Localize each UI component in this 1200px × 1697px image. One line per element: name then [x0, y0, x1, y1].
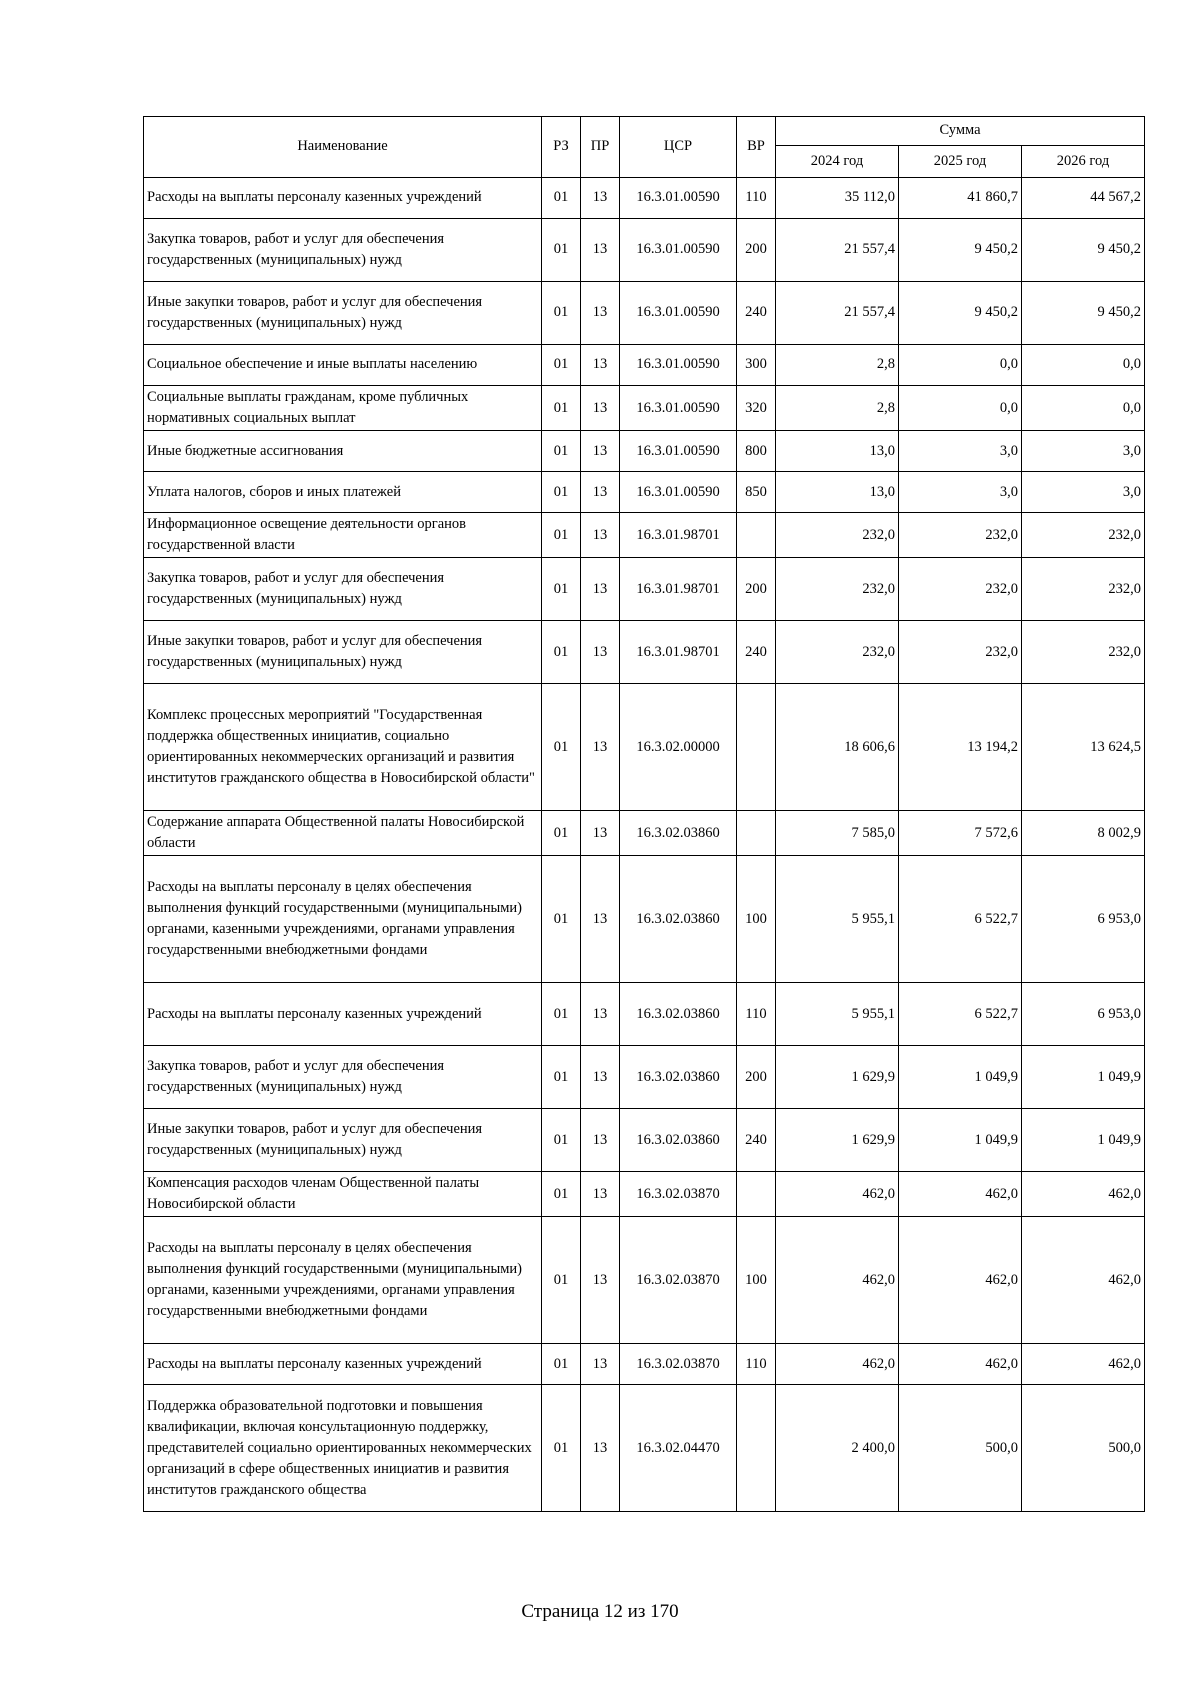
table-body: [144, 178, 1145, 1512]
cell-sum-2024: 232,0: [776, 621, 899, 684]
table-row: [144, 983, 1145, 1046]
table-row: [144, 345, 1145, 386]
table-row: [144, 684, 1145, 811]
cell-name: Расходы на выплаты персоналу казенных учреждений: [144, 178, 542, 219]
cell-sum-2024: 21 557,4: [776, 282, 899, 345]
table-row: [144, 1109, 1145, 1172]
cell-sum-2024: 21 557,4: [776, 219, 899, 282]
cell-name: Иные закупки товаров, работ и услуг для обеспечения государственных (муниципальных) нужд: [144, 621, 542, 684]
cell-sum-2025: 9 450,2: [899, 282, 1022, 345]
cell-vr: [737, 811, 776, 856]
cell-csr: 16.3.02.03870: [620, 1344, 737, 1385]
cell-sum-2025: 3,0: [899, 472, 1022, 513]
cell-sum-2025: 7 572,6: [899, 811, 1022, 856]
cell-sum-2025: 462,0: [899, 1217, 1022, 1344]
cell-sum-2024: 462,0: [776, 1217, 899, 1344]
cell-sum-2026: 500,0: [1022, 1385, 1145, 1512]
cell-csr: 16.3.02.03860: [620, 811, 737, 856]
cell-sum-2024: 1 629,9: [776, 1046, 899, 1109]
cell-rz: 01: [542, 431, 581, 472]
table-row: [144, 558, 1145, 621]
cell-sum-2025: 1 049,9: [899, 1109, 1022, 1172]
cell-csr: 16.3.02.04470: [620, 1385, 737, 1512]
cell-vr: [737, 684, 776, 811]
cell-csr: 16.3.01.98701: [620, 558, 737, 621]
cell-sum-2026: 9 450,2: [1022, 219, 1145, 282]
cell-sum-2026: 44 567,2: [1022, 178, 1145, 219]
cell-vr: 100: [737, 1217, 776, 1344]
cell-vr: [737, 1172, 776, 1217]
cell-pr: 13: [581, 983, 620, 1046]
cell-sum-2026: 9 450,2: [1022, 282, 1145, 345]
cell-rz: 01: [542, 1172, 581, 1217]
cell-sum-2026: 6 953,0: [1022, 983, 1145, 1046]
table-row: [144, 621, 1145, 684]
table-row: [144, 1046, 1145, 1109]
cell-rz: 01: [542, 178, 581, 219]
cell-csr: 16.3.01.00590: [620, 472, 737, 513]
cell-vr: 320: [737, 386, 776, 431]
table-header: [144, 117, 1145, 178]
cell-name: Расходы на выплаты персоналу в целях обеспечения выполнения функций государственными (муниципальными) органами, казенными учреждениями, органами управления государственными внебюджетными фондами: [144, 856, 542, 983]
cell-pr: 13: [581, 684, 620, 811]
cell-csr: 16.3.02.00000: [620, 684, 737, 811]
cell-csr: 16.3.01.00590: [620, 431, 737, 472]
cell-sum-2025: 9 450,2: [899, 219, 1022, 282]
cell-csr: 16.3.01.00590: [620, 386, 737, 431]
header-rz: РЗ: [542, 117, 581, 178]
cell-sum-2025: 232,0: [899, 558, 1022, 621]
cell-csr: 16.3.01.98701: [620, 513, 737, 558]
table-row: [144, 219, 1145, 282]
cell-name: Информационное освещение деятельности органов государственной власти: [144, 513, 542, 558]
cell-rz: 01: [542, 558, 581, 621]
table-row: [144, 1344, 1145, 1385]
cell-pr: 13: [581, 1344, 620, 1385]
cell-sum-2025: 0,0: [899, 386, 1022, 431]
cell-name: Закупка товаров, работ и услуг для обеспечения государственных (муниципальных) нужд: [144, 558, 542, 621]
cell-rz: 01: [542, 1109, 581, 1172]
cell-pr: 13: [581, 1109, 620, 1172]
cell-sum-2026: 0,0: [1022, 345, 1145, 386]
cell-vr: 240: [737, 282, 776, 345]
cell-sum-2025: 1 049,9: [899, 1046, 1022, 1109]
table-row: [144, 472, 1145, 513]
cell-csr: 16.3.02.03870: [620, 1217, 737, 1344]
cell-pr: 13: [581, 513, 620, 558]
cell-vr: [737, 513, 776, 558]
cell-sum-2024: 18 606,6: [776, 684, 899, 811]
cell-pr: 13: [581, 558, 620, 621]
cell-sum-2026: 3,0: [1022, 472, 1145, 513]
cell-rz: 01: [542, 983, 581, 1046]
table-row: [144, 386, 1145, 431]
cell-rz: 01: [542, 513, 581, 558]
table-row: [144, 282, 1145, 345]
cell-rz: 01: [542, 1046, 581, 1109]
cell-sum-2026: 232,0: [1022, 558, 1145, 621]
cell-sum-2026: 462,0: [1022, 1217, 1145, 1344]
cell-vr: 300: [737, 345, 776, 386]
cell-sum-2026: 232,0: [1022, 621, 1145, 684]
header-sum: Сумма: [776, 117, 1145, 146]
table-row: [144, 513, 1145, 558]
header-csr: ЦСР: [620, 117, 737, 178]
header-year-2024: 2024 год: [776, 146, 899, 178]
cell-csr: 16.3.01.00590: [620, 345, 737, 386]
cell-name: Уплата налогов, сборов и иных платежей: [144, 472, 542, 513]
cell-sum-2026: 462,0: [1022, 1344, 1145, 1385]
cell-sum-2024: 5 955,1: [776, 856, 899, 983]
cell-rz: 01: [542, 386, 581, 431]
budget-table: [143, 116, 1145, 1512]
cell-pr: 13: [581, 219, 620, 282]
cell-vr: 110: [737, 178, 776, 219]
cell-vr: 110: [737, 983, 776, 1046]
cell-sum-2026: 6 953,0: [1022, 856, 1145, 983]
cell-rz: 01: [542, 684, 581, 811]
cell-name: Расходы на выплаты персоналу казенных учреждений: [144, 1344, 542, 1385]
cell-rz: 01: [542, 282, 581, 345]
table-row: [144, 178, 1145, 219]
cell-vr: 100: [737, 856, 776, 983]
cell-sum-2025: 0,0: [899, 345, 1022, 386]
cell-sum-2026: 232,0: [1022, 513, 1145, 558]
cell-sum-2024: 13,0: [776, 472, 899, 513]
header-year-2026: 2026 год: [1022, 146, 1145, 178]
table-row: [144, 856, 1145, 983]
cell-sum-2025: 6 522,7: [899, 983, 1022, 1046]
cell-vr: 850: [737, 472, 776, 513]
cell-name: Комплекс процессных мероприятий "Государственная поддержка общественных инициатив, социально ориентированных некоммерческих организаций и развития институтов гражданского общества в Новосибирской области": [144, 684, 542, 811]
cell-sum-2024: 1 629,9: [776, 1109, 899, 1172]
cell-rz: 01: [542, 856, 581, 983]
cell-rz: 01: [542, 1385, 581, 1512]
table-row: [144, 1385, 1145, 1512]
table-row: [144, 431, 1145, 472]
cell-vr: 200: [737, 219, 776, 282]
cell-rz: 01: [542, 472, 581, 513]
cell-csr: 16.3.02.03860: [620, 1109, 737, 1172]
cell-rz: 01: [542, 811, 581, 856]
table-row: [144, 1217, 1145, 1344]
cell-csr: 16.3.02.03860: [620, 1046, 737, 1109]
cell-vr: [737, 1385, 776, 1512]
cell-vr: 200: [737, 1046, 776, 1109]
cell-name: Иные закупки товаров, работ и услуг для обеспечения государственных (муниципальных) нужд: [144, 1109, 542, 1172]
cell-vr: 110: [737, 1344, 776, 1385]
cell-sum-2024: 232,0: [776, 513, 899, 558]
cell-name: Иные закупки товаров, работ и услуг для обеспечения государственных (муниципальных) нужд: [144, 282, 542, 345]
cell-rz: 01: [542, 1217, 581, 1344]
cell-name: Поддержка образовательной подготовки и повышения квалификации, включая консультационную поддержку, представителей социально ориентированных некоммерческих организаций в сфере общественных инициатив и развития институтов гражданского общества: [144, 1385, 542, 1512]
header-vr: ВР: [737, 117, 776, 178]
cell-sum-2025: 6 522,7: [899, 856, 1022, 983]
cell-rz: 01: [542, 1344, 581, 1385]
cell-csr: 16.3.02.03860: [620, 983, 737, 1046]
cell-sum-2024: 2 400,0: [776, 1385, 899, 1512]
cell-sum-2026: 1 049,9: [1022, 1046, 1145, 1109]
cell-csr: 16.3.01.00590: [620, 219, 737, 282]
cell-pr: 13: [581, 1046, 620, 1109]
cell-csr: 16.3.01.00590: [620, 178, 737, 219]
cell-name: Социальное обеспечение и иные выплаты населению: [144, 345, 542, 386]
cell-sum-2024: 2,8: [776, 345, 899, 386]
cell-csr: 16.3.01.98701: [620, 621, 737, 684]
cell-csr: 16.3.02.03860: [620, 856, 737, 983]
page-number: Страница 12 из 170: [521, 1601, 679, 1622]
cell-pr: 13: [581, 178, 620, 219]
cell-name: Социальные выплаты гражданам, кроме публичных нормативных социальных выплат: [144, 386, 542, 431]
cell-sum-2024: 2,8: [776, 386, 899, 431]
cell-sum-2026: 8 002,9: [1022, 811, 1145, 856]
cell-sum-2024: 5 955,1: [776, 983, 899, 1046]
cell-sum-2025: 500,0: [899, 1385, 1022, 1512]
cell-pr: 13: [581, 1172, 620, 1217]
cell-vr: 800: [737, 431, 776, 472]
table-row: [144, 1172, 1145, 1217]
cell-rz: 01: [542, 621, 581, 684]
cell-name: Компенсация расходов членам Общественной палаты Новосибирской области: [144, 1172, 542, 1217]
cell-rz: 01: [542, 345, 581, 386]
cell-sum-2025: 3,0: [899, 431, 1022, 472]
cell-pr: 13: [581, 621, 620, 684]
cell-name: Содержание аппарата Общественной палаты Новосибирской области: [144, 811, 542, 856]
cell-name: Расходы на выплаты персоналу в целях обеспечения выполнения функций государственными (муниципальными) органами, казенными учреждениями, органами управления государственными внебюджетными фондами: [144, 1217, 542, 1344]
cell-csr: 16.3.01.00590: [620, 282, 737, 345]
cell-sum-2025: 41 860,7: [899, 178, 1022, 219]
cell-sum-2024: 462,0: [776, 1172, 899, 1217]
cell-name: Расходы на выплаты персоналу казенных учреждений: [144, 983, 542, 1046]
cell-pr: 13: [581, 282, 620, 345]
cell-sum-2025: 232,0: [899, 513, 1022, 558]
cell-sum-2024: 462,0: [776, 1344, 899, 1385]
header-year-2025: 2025 год: [899, 146, 1022, 178]
cell-sum-2024: 35 112,0: [776, 178, 899, 219]
cell-pr: 13: [581, 345, 620, 386]
cell-pr: 13: [581, 1217, 620, 1344]
cell-sum-2025: 232,0: [899, 621, 1022, 684]
cell-name: Закупка товаров, работ и услуг для обеспечения государственных (муниципальных) нужд: [144, 1046, 542, 1109]
cell-pr: 13: [581, 856, 620, 983]
cell-sum-2025: 13 194,2: [899, 684, 1022, 811]
header-pr: ПР: [581, 117, 620, 178]
cell-sum-2026: 1 049,9: [1022, 1109, 1145, 1172]
cell-sum-2025: 462,0: [899, 1344, 1022, 1385]
cell-sum-2025: 462,0: [899, 1172, 1022, 1217]
cell-pr: 13: [581, 386, 620, 431]
cell-vr: 200: [737, 558, 776, 621]
cell-vr: 240: [737, 1109, 776, 1172]
cell-rz: 01: [542, 219, 581, 282]
cell-sum-2026: 3,0: [1022, 431, 1145, 472]
cell-pr: 13: [581, 472, 620, 513]
table-row: [144, 811, 1145, 856]
cell-sum-2024: 7 585,0: [776, 811, 899, 856]
cell-name: Иные бюджетные ассигнования: [144, 431, 542, 472]
cell-vr: 240: [737, 621, 776, 684]
cell-sum-2026: 0,0: [1022, 386, 1145, 431]
cell-pr: 13: [581, 811, 620, 856]
cell-csr: 16.3.02.03870: [620, 1172, 737, 1217]
cell-name: Закупка товаров, работ и услуг для обеспечения государственных (муниципальных) нужд: [144, 219, 542, 282]
cell-sum-2026: 462,0: [1022, 1172, 1145, 1217]
cell-sum-2024: 13,0: [776, 431, 899, 472]
cell-sum-2026: 13 624,5: [1022, 684, 1145, 811]
header-name: Наименование: [144, 117, 542, 178]
cell-pr: 13: [581, 431, 620, 472]
cell-sum-2024: 232,0: [776, 558, 899, 621]
cell-pr: 13: [581, 1385, 620, 1512]
